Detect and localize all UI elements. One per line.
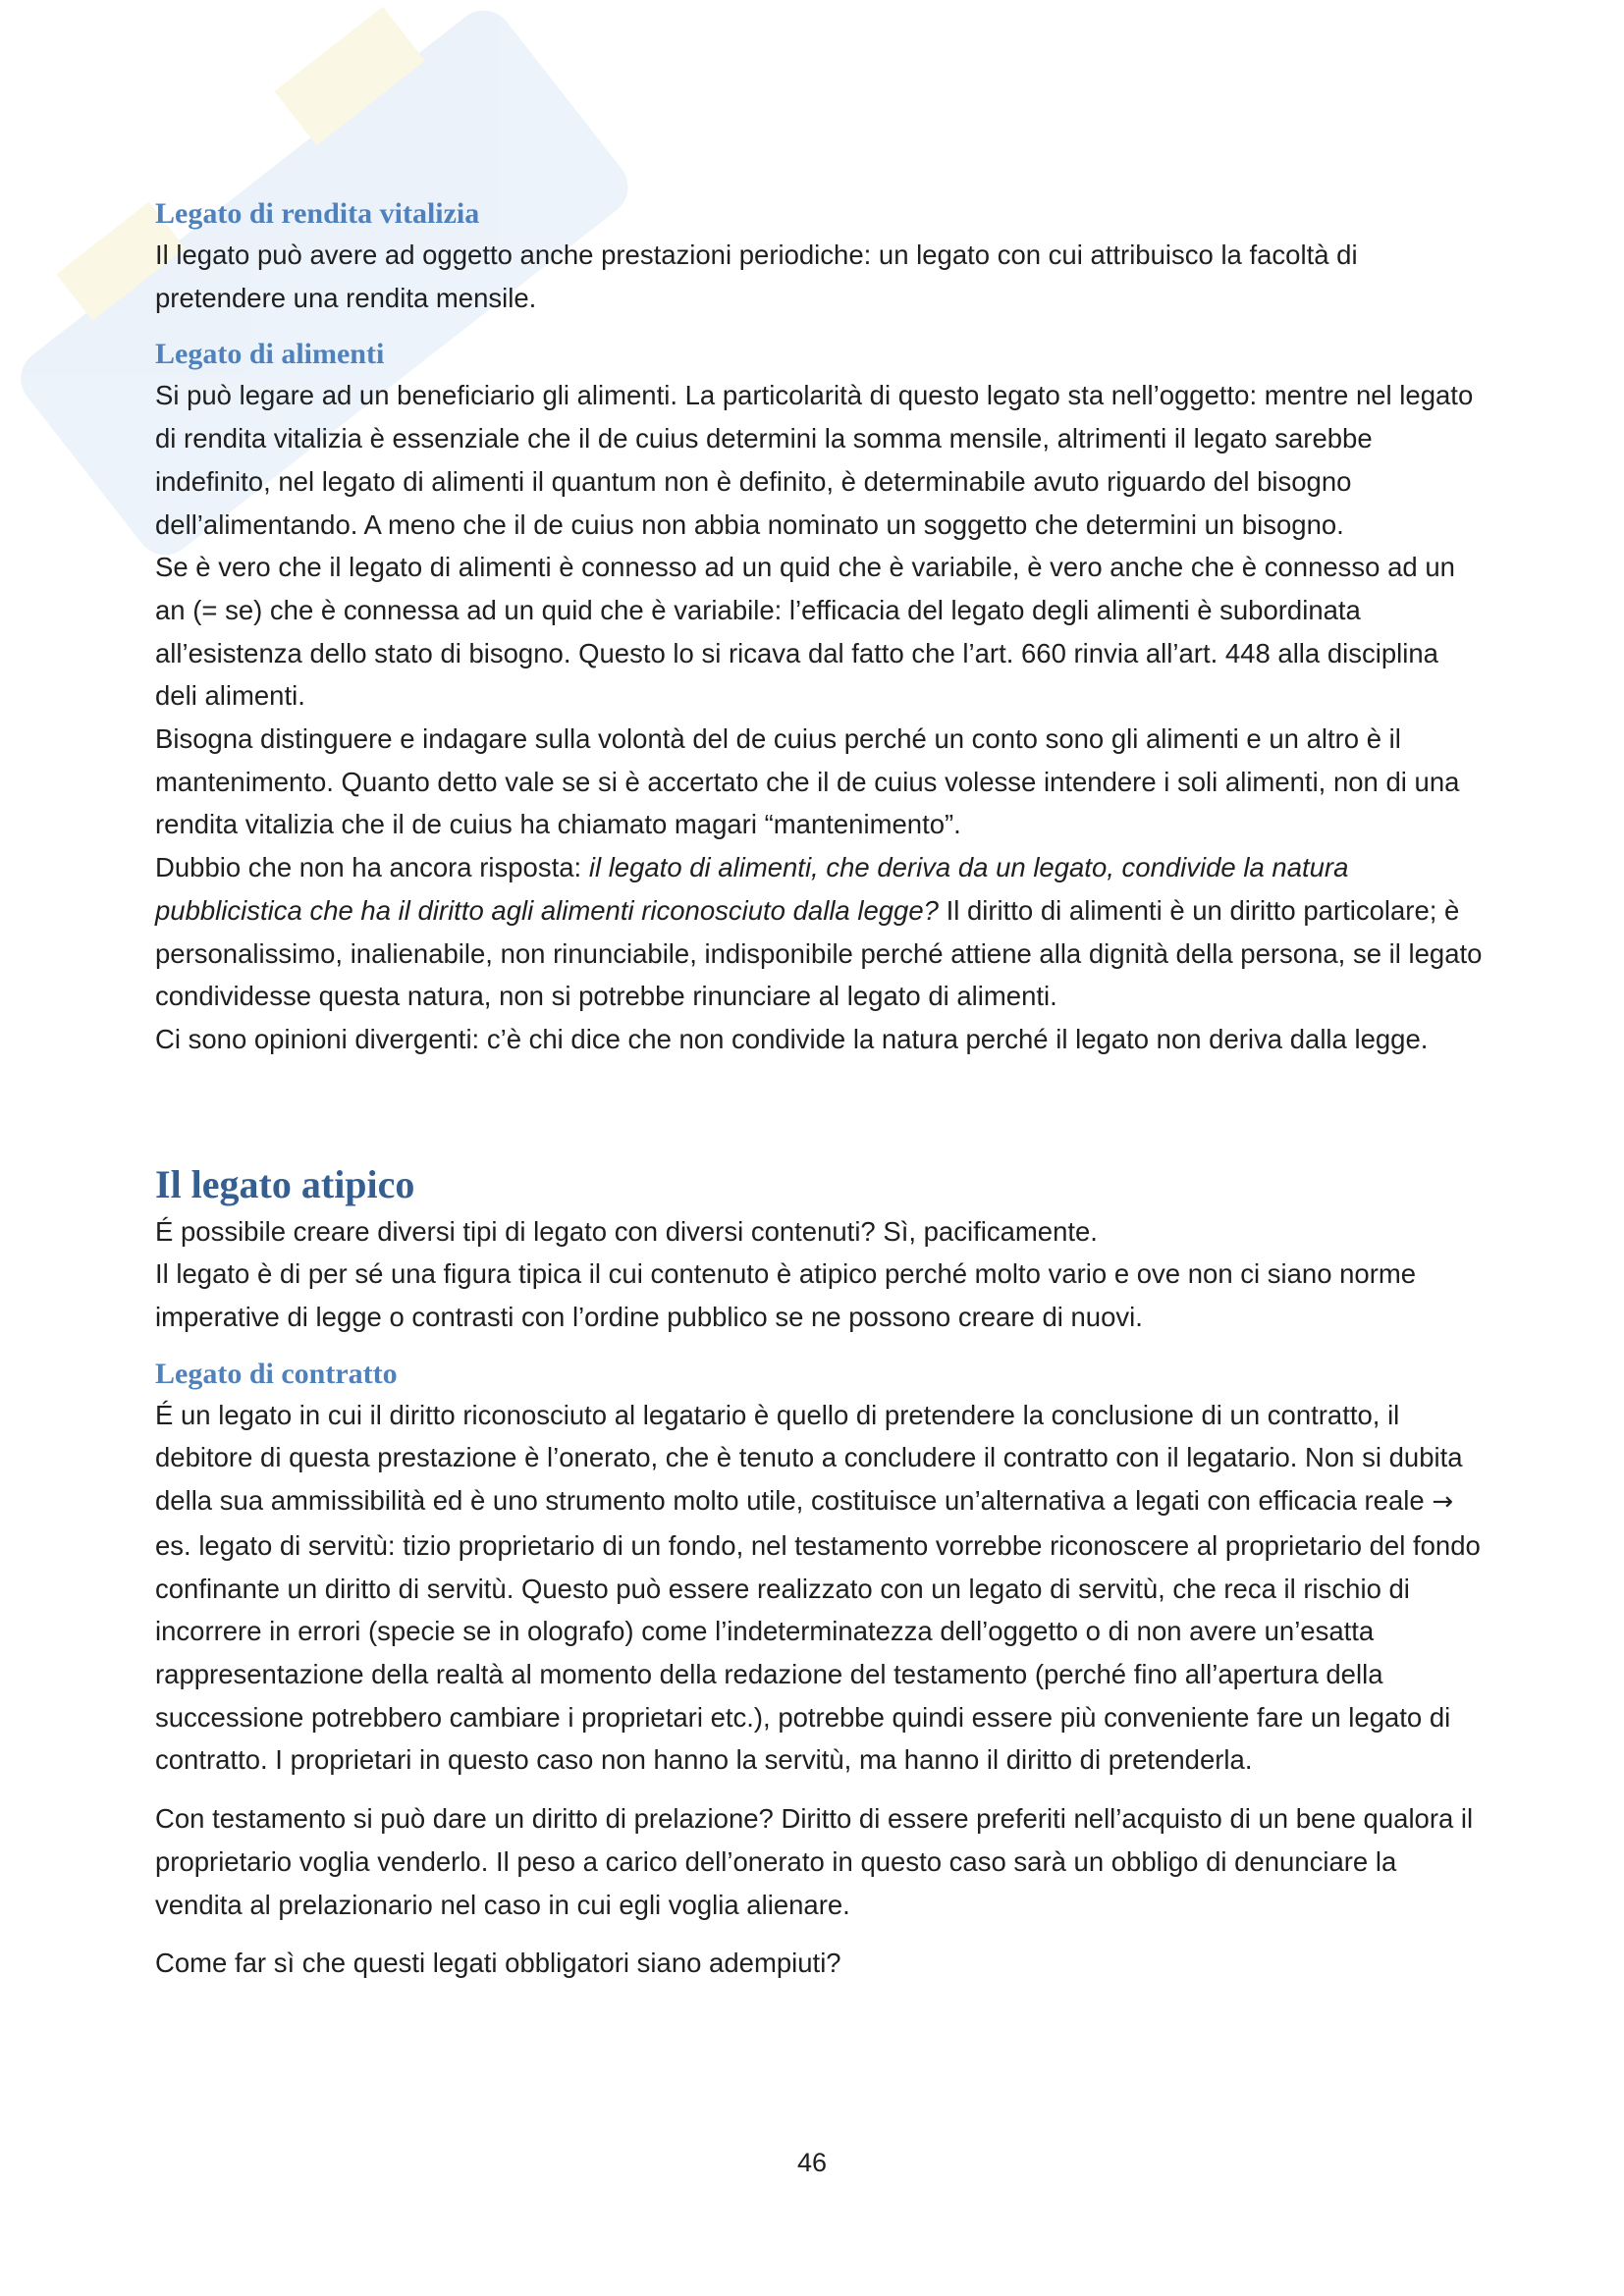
paragraph-contratto-1-start: É un legato in cui il diritto riconosciuto al legatario è quello di pretendere la conclusione di un contratto, il debitore di questa prestazione è l’onerato, che è tenuto a concludere il contratto con il legatario. Non si dubita della sua ammissibilità ed è uno strumento molto utile, costituisce un’alternativa a legati con efficacia reale: [155, 1399, 1463, 1517]
paragraph-rendita-1: Il legato può avere ad oggetto anche prestazioni periodiche: un legato con cui attribuisco la facoltà di pretendere una rendita mensile.: [155, 240, 1358, 313]
paragraph-alimenti-3: Bisogna distinguere e indagare sulla volontà del de cuius perché un conto sono gli alimenti e un altro è il mantenimento. Quanto detto vale se si è accertato che il de cuius volesse intendere i soli alimenti, non di una rendita vitalizia che il de cuius ha chiamato magari “mantenimento”.: [155, 723, 1460, 840]
paragraph-contratto-2: Con testamento si può dare un diritto di prelazione? Diritto di essere preferiti nell’acquisto di un bene qualora il proprietario voglia venderlo. Il peso a carico dell’onerato in questo caso sarà un obbligo di denunciare la vendita al prelazionario nel caso in cui egli voglia alienare.: [155, 1803, 1474, 1920]
paragraph-alimenti-5: Ci sono opinioni divergenti: c’è chi dice che non condivide la natura perché il legato non deriva dalla legge.: [155, 1023, 1429, 1054]
paragraph-alimenti-4-end: Il diritto di alimenti è un diritto particolare; è personalissimo, inalienabile, non rinunciabile, indisponibile perché attiene alla dignità della persona, se il legato condividesse questa natura, non si potrebbe rinunciare al legato di alimenti.: [155, 894, 1483, 1012]
paragraph-alimenti-4-start: Dubbio che non ha ancora risposta:: [155, 852, 589, 883]
document-page: [155, 194, 1483, 1985]
paragraph-alimenti-4: [155, 846, 1483, 1018]
paragraph-contratto-1-end: es. legato di servitù: tizio proprietario di un fondo, nel testamento vorrebbe riconoscere al proprietario del fondo confinante un diritto di servitù. Questo può essere realizzato con un legato di servitù, che reca il rischio di incorrere in errori (specie se in olografo) come l’indeterminatezza dell’oggetto o di non avere un’esatta rappresentazione della realtà al momento della redazione del testamento (perché fino all’apertura della successione potrebbero cambiare i proprietari etc.), potrebbe quindi essere più conveniente fare un legato di contratto. I proprietari in questo caso non hanno la servitù, ma hanno il diritto di pretenderla.: [155, 1529, 1481, 1776]
paragraph-atipico-1: É possibile creare diversi tipi di legato con diversi contenuti? Sì, pacificamente.: [155, 1215, 1098, 1247]
arrow-right-icon: →: [1432, 1487, 1454, 1518]
paragraph-atipico-2: Il legato è di per sé una figura tipica il cui contenuto è atipico perché molto vario e ove non ci siano norme imperative di legge o contrasti con l’ordine pubblico se ne possono creare di nuovi.: [155, 1258, 1417, 1333]
page-number: 46: [796, 2148, 828, 2177]
heading-legato-atipico: Il legato atipico: [155, 1161, 415, 1206]
heading-legato-contratto: Legato di contratto: [155, 1357, 398, 1390]
paragraph-alimenti-1: Si può legare ad un beneficiario gli alimenti. La particolarità di questo legato sta nell’oggetto: mentre nel legato di rendita vitalizia è essenziale che il de cuius determini la somma mensile, altrimenti il legato sarebbe indefinito, nel legato di alimenti il quantum non è definito, è determinabile avuto riguardo del bisogno dell’alimentando. A meno che il de cuius non abbia nominato un soggetto che determini un bisogno.: [155, 380, 1474, 540]
paragraph-alimenti-4-italic: il legato di alimenti, che deriva da un legato, condivide la natura pubblicistica che ha il diritto agli alimenti riconosciuto dalla legge?: [155, 852, 1349, 926]
heading-legato-rendita-vitalizia: Legato di rendita vitalizia: [155, 197, 480, 230]
paragraph-contratto-3: Come far sì che questi legati obbligatori siano adempiuti?: [155, 1948, 841, 1979]
heading-legato-alimenti: Legato di alimenti: [155, 338, 385, 371]
paragraph-alimenti-2: Se è vero che il legato di alimenti è connesso ad un quid che è variabile, è vero anche che è connesso ad un an (= se) che è connessa ad un quid che è variabile: l’efficacia del legato degli alimenti è subordinata all’esistenza dello stato di bisogno. Questo lo si ricava dal fatto che l’art. 660 rinvia all’art. 448 alla disciplina deli alimenti.: [155, 552, 1455, 712]
paragraph-contratto-1: [155, 1394, 1483, 1782]
